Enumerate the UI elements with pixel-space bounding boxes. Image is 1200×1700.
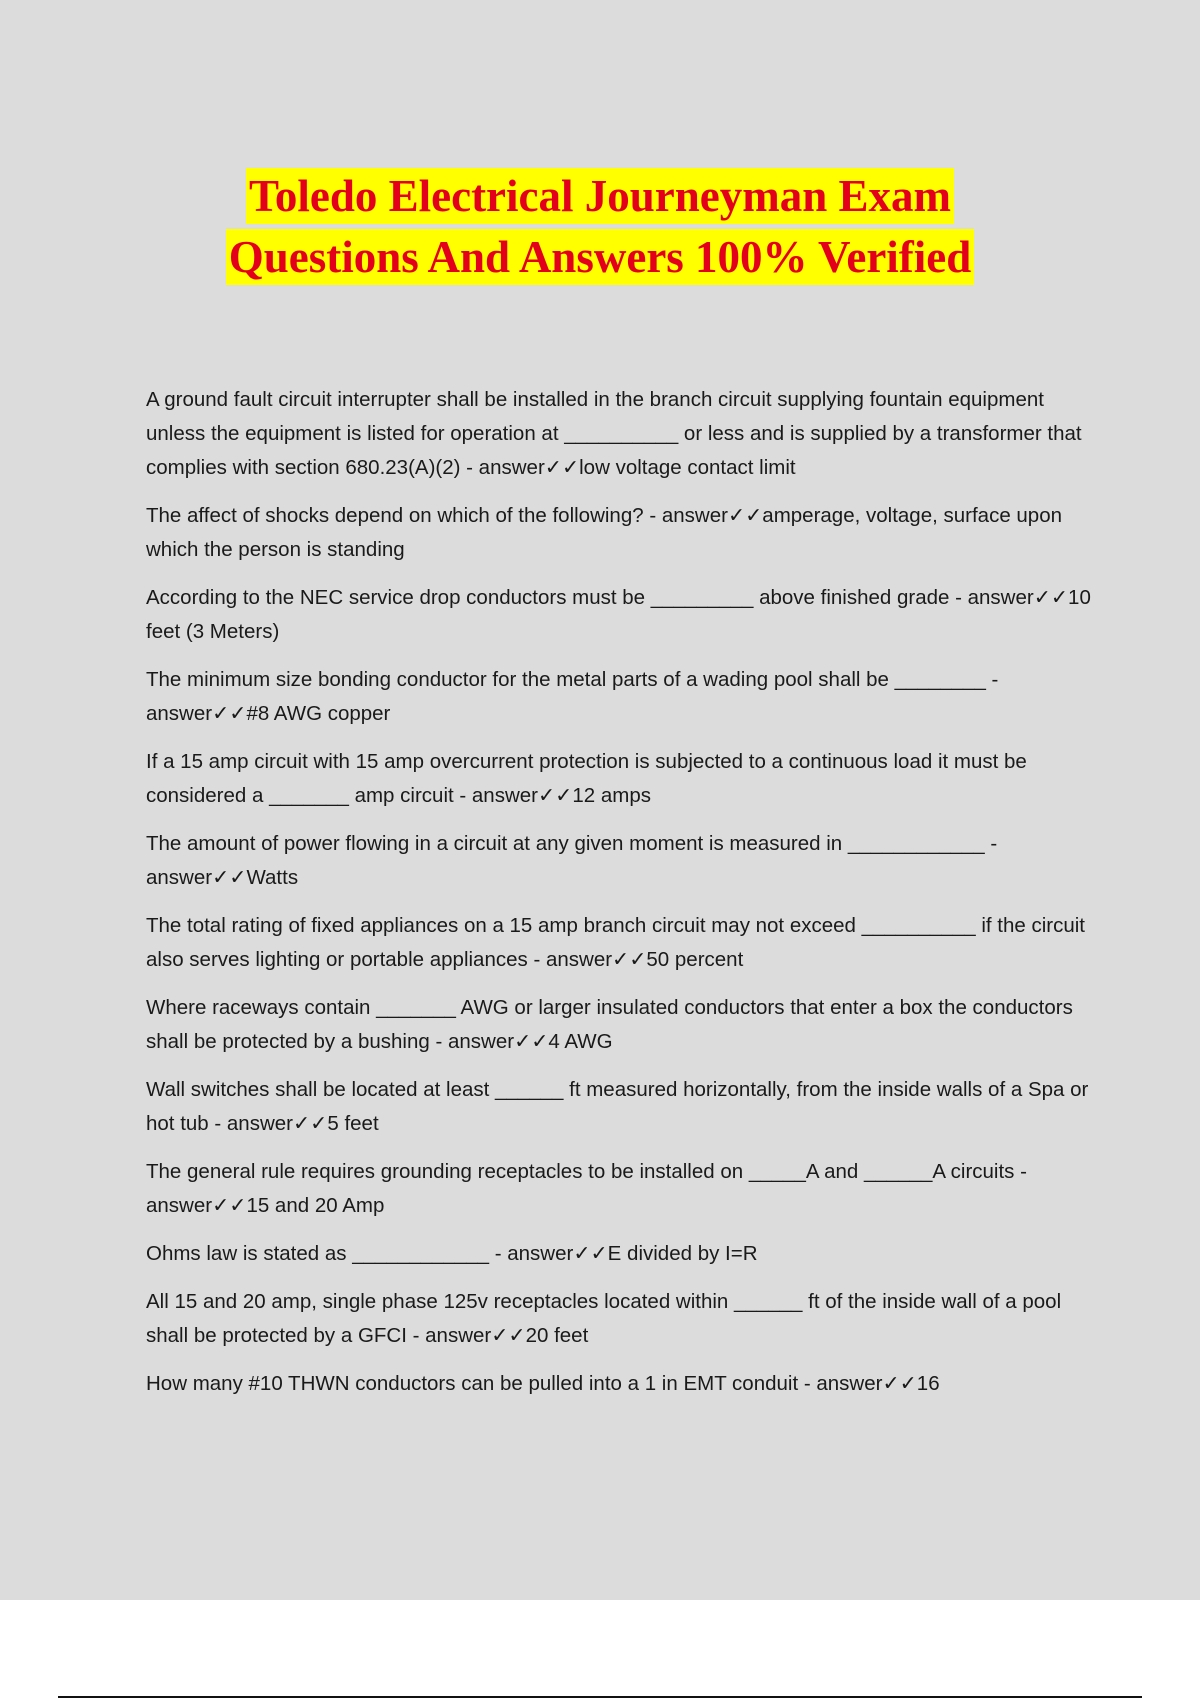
qa-item-4: The minimum size bonding conductor for the metal parts of a wading pool shall be ________ - answer✓✓#8 AWG copper — [146, 668, 999, 725]
qa-item-1: A ground fault circuit interrupter shall be installed in the branch circuit supplying fountain equipment unless the equipment is listed for operation at __________ or less and is supplied by a transformer that complies with section 680.23(A)(2) - answer✓✓low voltage contact limit — [146, 388, 1082, 479]
qa-item-8: Where raceways contain _______ AWG or larger insulated conductors that enter a box the conductors shall be protected by a bushing - answer✓✓4 AWG — [146, 996, 1073, 1053]
page-divider — [58, 1696, 1142, 1698]
qa-item-6: The amount of power flowing in a circuit at any given moment is measured in ____________ - answer✓✓Watts — [146, 832, 998, 889]
qa-item-7: The total rating of fixed appliances on a 15 amp branch circuit may not exceed __________ if the circuit also serves lighting or portable appliances - answer✓✓50 percent — [146, 914, 1086, 971]
qa-item-5: If a 15 amp circuit with 15 amp overcurrent protection is subjected to a continuous load it must be considered a _______ amp circuit - answer✓✓12 amps — [146, 750, 1027, 807]
qa-item-13: How many #10 THWN conductors can be pulled into a 1 in EMT conduit - answer✓✓16 — [146, 1372, 940, 1395]
document-title — [0, 168, 1200, 290]
qa-item-11: Ohms law is stated as ____________ - answer✓✓E divided by I=R — [146, 1242, 758, 1265]
title-line-2: Questions And Answers 100% Verified — [226, 229, 975, 285]
qa-item-10: The general rule requires grounding receptacles to be installed on _____A and ______A circuits - answer✓✓15 and 20 Amp — [146, 1160, 1027, 1217]
qa-item-12: All 15 and 20 amp, single phase 125v receptacles located within ______ ft of the inside wall of a pool shall be protected by a GFCI - answer✓✓20 feet — [146, 1290, 1062, 1347]
qa-item-2: The affect of shocks depend on which of the following? - answer✓✓amperage, voltage, surface upon which the person is standing — [146, 504, 1063, 561]
question-answer-list — [146, 383, 1096, 1415]
qa-item-3: According to the NEC service drop conductors must be _________ above finished grade - answer✓✓10 feet (3 Meters) — [146, 586, 1091, 643]
qa-item-9: Wall switches shall be located at least ______ ft measured horizontally, from the inside walls of a Spa or hot tub - answer✓✓5 feet — [146, 1078, 1089, 1135]
title-line-1: Toledo Electrical Journeyman Exam — [246, 168, 954, 224]
